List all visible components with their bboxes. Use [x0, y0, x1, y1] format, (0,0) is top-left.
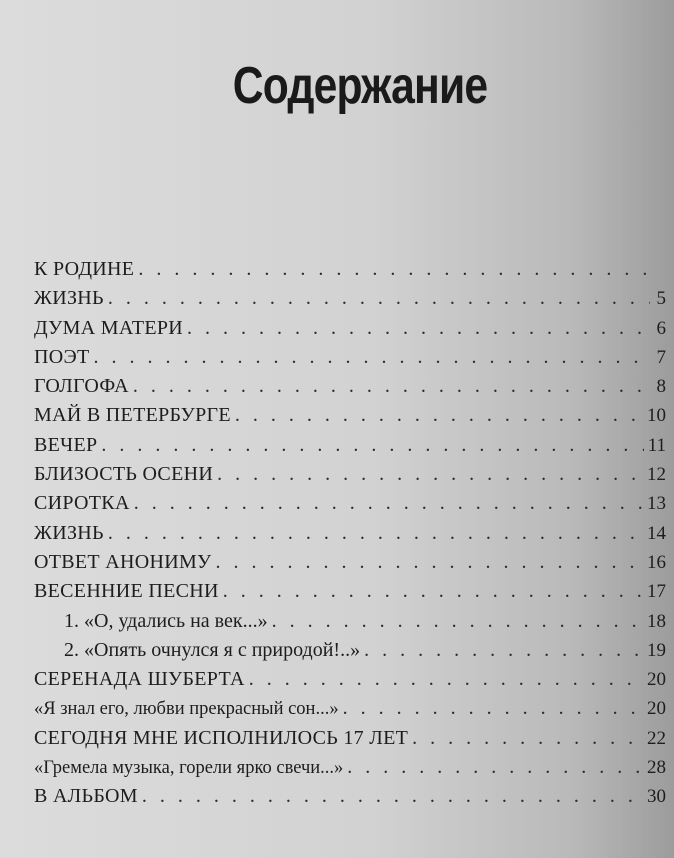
table-of-contents — [34, 258, 666, 815]
toc-entry — [34, 639, 666, 668]
toc-entry-title: ПОЭТ — [34, 345, 90, 368]
toc-entry — [34, 697, 666, 726]
toc-entry-page-number: 10 — [647, 405, 666, 427]
dot-leader — [108, 287, 650, 310]
toc-entry — [34, 785, 666, 814]
toc-entry-page-number: 13 — [647, 493, 666, 515]
toc-entry — [34, 287, 666, 316]
dot-leader — [142, 785, 643, 808]
toc-entry-title: СЕРЕНАДА ШУБЕРТА — [34, 668, 245, 691]
dot-leader — [343, 697, 643, 720]
toc-entry — [34, 551, 666, 580]
toc-entry — [34, 580, 666, 609]
toc-entry — [34, 492, 666, 521]
toc-entry — [34, 434, 666, 463]
toc-entry — [34, 668, 666, 697]
dot-leader — [217, 463, 643, 486]
toc-entry-page-number: 18 — [647, 610, 666, 632]
dot-leader — [347, 756, 643, 779]
toc-entry-title: «Гремела музыка, горели ярко свечи...» — [34, 758, 344, 779]
dot-leader — [249, 668, 643, 691]
toc-entry-page-number: 30 — [647, 786, 666, 808]
toc-entry-page-number: 5 — [656, 288, 666, 310]
dot-leader — [133, 375, 650, 398]
toc-entry — [34, 375, 666, 404]
dot-leader — [138, 258, 650, 281]
dot-leader — [101, 434, 643, 457]
toc-entry-page-number: 16 — [647, 551, 666, 573]
toc-entry-page-number: 14 — [647, 522, 666, 544]
toc-entry — [34, 756, 666, 785]
toc-entry-page-number: 28 — [647, 757, 666, 779]
dot-leader — [364, 639, 643, 662]
toc-entry — [34, 610, 666, 639]
toc-entry-title: «Я знал его, любви прекрасный сон...» — [34, 699, 339, 720]
toc-entry-title: ЖИЗНЬ — [34, 287, 104, 310]
dot-leader — [223, 580, 643, 603]
toc-entry-title: В АЛЬБОМ — [34, 785, 138, 808]
dot-leader — [94, 346, 650, 369]
toc-entry-title: СИРОТКА — [34, 492, 130, 515]
toc-entry-title: МАЙ В ПЕТЕРБУРГЕ — [34, 404, 231, 427]
dot-leader — [187, 317, 650, 340]
toc-entry-title: ВЕСЕННИЕ ПЕСНИ — [34, 580, 219, 603]
dot-leader — [412, 727, 643, 750]
toc-entry-title: К РОДИНЕ — [34, 258, 135, 280]
toc-entry-page-number: 12 — [647, 464, 666, 486]
toc-entry-page-number: 11 — [647, 434, 666, 456]
toc-entry-title: ГОЛГОФА — [34, 375, 129, 398]
toc-entry-page-number: 20 — [647, 698, 666, 720]
toc-entry — [34, 463, 666, 492]
toc-entry — [34, 727, 666, 756]
toc-entry-title: 2. «Опять очнулся я с природой!..» — [64, 638, 361, 661]
toc-entry-title: БЛИЗОСТЬ ОСЕНИ — [34, 463, 214, 486]
toc-entry-title: 1. «О, удались на век...» — [64, 609, 268, 632]
toc-entry — [34, 404, 666, 433]
dot-leader — [235, 404, 643, 427]
toc-entry-title: ДУМА МАТЕРИ — [34, 316, 184, 339]
dot-leader — [108, 522, 643, 545]
toc-entry — [34, 522, 666, 551]
toc-entry-page-number: 19 — [647, 639, 666, 661]
toc-entry — [34, 346, 666, 375]
dot-leader — [272, 610, 643, 633]
dot-leader — [134, 492, 643, 515]
page-title: Содержание — [232, 57, 488, 115]
toc-entry-title: ОТВЕТ АНОНИМУ — [34, 550, 212, 573]
toc-entry-title: СЕГОДНЯ МНЕ ИСПОЛНИЛОСЬ 17 ЛЕТ — [34, 726, 409, 749]
toc-entry-page-number: 17 — [647, 581, 666, 603]
toc-entry-page-number: 6 — [656, 317, 666, 339]
toc-entry-title: ЖИЗНЬ — [34, 521, 104, 544]
toc-entry-page-number: 20 — [647, 669, 666, 691]
toc-entry — [34, 317, 666, 346]
dot-leader — [216, 551, 644, 574]
toc-entry — [34, 258, 666, 287]
toc-entry-page-number: 8 — [656, 376, 666, 398]
toc-entry-page-number: 22 — [647, 727, 666, 749]
toc-entry-page-number: 7 — [656, 346, 666, 368]
toc-entry-title: ВЕЧЕР — [34, 433, 98, 456]
